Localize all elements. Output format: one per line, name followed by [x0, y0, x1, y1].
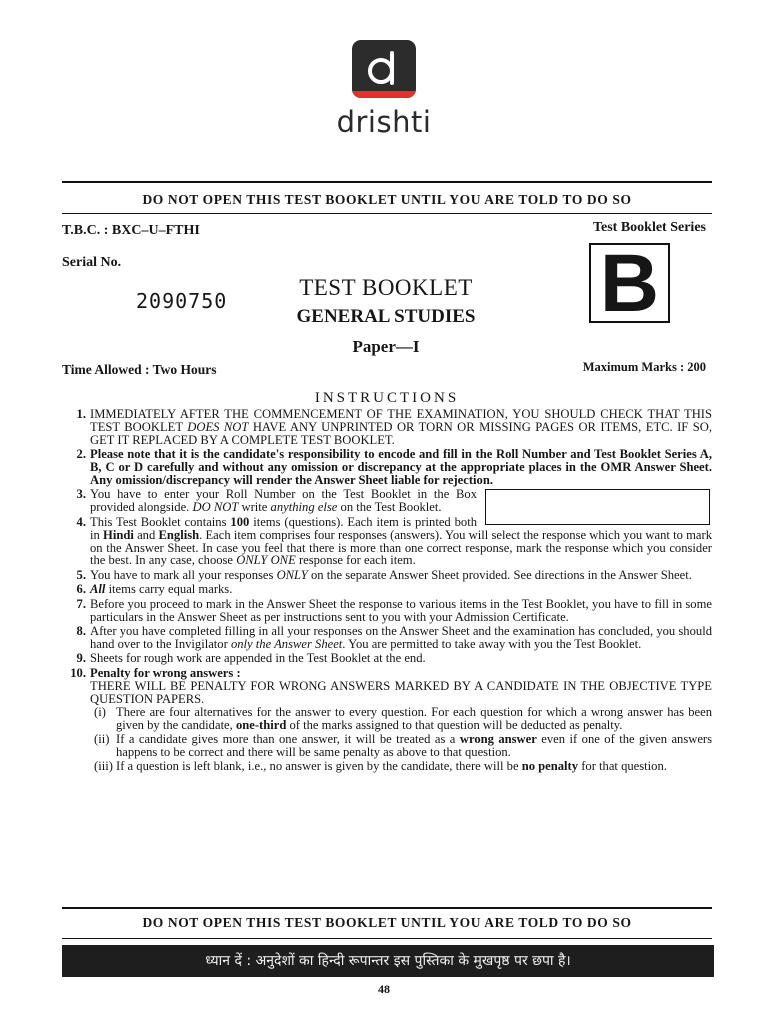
instruction-item-8: 8. After you have completed filling in all your responses on the Answer Sheet and the examination has concluded, you should hand over to the Invigilator only the Answer Sheet. You are permitted to take away with you the Test Booklet. [76, 624, 712, 651]
tbc-code: T.B.C. : BXC–U–FTHI [62, 223, 200, 238]
bottom-rule-upper [62, 907, 712, 909]
instruction-item-5: 5. You have to mark all your responses ONLY on the separate Answer Sheet provided. See directions in the Answer Sheet. [76, 567, 692, 582]
instruction-item-6: 6. All items carry equal marks. [76, 582, 233, 597]
top-rule-lower [62, 213, 712, 214]
penalty-statement: THERE WILL BE PENALTY FOR WRONG ANSWERS MARKED BY A CANDIDATE IN THE OBJECTIVE TYPE QUESTION PAPERS. [90, 678, 712, 706]
instructions-heading: INSTRUCTIONS [314, 390, 460, 406]
series-letter-box [589, 238, 670, 329]
logo-wordmark: drishti [336, 105, 432, 139]
serial-number: 2090750 [136, 289, 228, 313]
penalty-rule-iii: (iii) If a question is left blank, i.e., no answer is given by the candidate, there will be no penalty for that question. [94, 759, 667, 774]
booklet-subject: GENERAL STUDIES [296, 306, 476, 327]
penalty-rule-ii: (ii) If a candidate gives more than one answer, it will be treated as a wrong answer even if one of the given answers happens to be correct and there will be same penalty as above to that question. [94, 732, 713, 760]
maximum-marks: Maximum Marks : 200 [582, 360, 706, 374]
instruction-item-3: 3. You have to enter your Roll Number on the Test Booklet in the Box provided alongside. DO NOT write anything else on the Test Booklet. [62, 488, 712, 514]
instruction-item-10: 10. Penalty for wrong answers : THERE WILL BE PENALTY FOR WRONG ANSWERS MARKED BY A CANDIDATE IN THE OBJECTIVE TYPE QUESTION PAPERS. (i) There are four alternatives for the answer to every question. For each question for which a wrong answer has been given by the candidate, one-third of the marks assigned to that question will be deducted as penalty. (ii) If a candidate gives more than one answer, it will be treated as a wrong answer even if one of the given answers happens to be correct and there will be same penalty as above to that question. (iii) If a question is left blank, i.e., no answer is given by the candidate, there will be no penalty for that question. [70, 665, 713, 774]
hindi-note-bar: ध्यान दें : अनुदेशों का हिन्दी रूपान्तर इस पुस्तिका के मुखपृष्ठ पर छपा है। [62, 945, 714, 977]
instruction-item-1: 1. IMMEDIATELY AFTER THE COMMENCEMENT OF THE EXAMINATION, YOU SHOULD CHECK THAT THIS TEST BOOKLET DOES NOT HAVE ANY UNPRINTED OR TORN OR MISSING PAGES OR ITEMS, ETC. IF SO, GET IT REPLACED BY A COMPLETE TEST BOOKLET. [76, 407, 712, 447]
page-number: 48 [378, 982, 390, 996]
booklet-title: TEST BOOKLET [299, 275, 473, 300]
time-allowed: Time Allowed : Two Hours [62, 362, 217, 377]
top-warning-banner: DO NOT OPEN THIS TEST BOOKLET UNTIL YOU ARE TOLD TO DO SO [142, 192, 632, 207]
instruction-item-2: 2. Please note that it is the candidate's responsibility to encode and fill in the Roll Number and Test Booklet Series A, B, C or D carefully and without any omission or discrepancy at the appropriate places in the OMR Answer Sheet. Any omission/discrepancy will render the Answer Sheet liable for rejection. [76, 447, 712, 488]
bottom-warning-banner: DO NOT OPEN THIS TEST BOOKLET UNTIL YOU ARE TOLD TO DO SO [142, 915, 632, 930]
instruction-item-7: 7. Before you proceed to mark in the Answer Sheet the response to various items in the Test Booklet, you have to fill in some particulars in the Answer Sheet as per instructions sent to you with your Admission Certificate. [76, 596, 712, 624]
serial-number-label: Serial No. [62, 255, 122, 270]
instruction-item-4: 4. This Test Booklet contains 100 items (questions). Each item is printed both in Hindi and English. Each item comprises four responses (answers). You will select the response which you want to mark on the Answer Sheet. In case you feel that there is more than one correct response, mark the response which you consider the best. In any case, choose ONLY ONE response for each item. [76, 514, 713, 568]
instructions-list [62, 408, 712, 774]
drishti-logo [0, 40, 768, 139]
test-booklet-series-label: Test Booklet Series [592, 220, 706, 235]
drishti-d-logo-icon [352, 40, 416, 98]
series-letter: B [599, 238, 660, 329]
instruction-item-9: 9. Sheets for rough work are appended in the Test Booklet at the end. [76, 651, 426, 666]
paper-number: Paper—I [352, 337, 420, 356]
logo-accent-bar [352, 91, 416, 98]
bottom-rule-lower [62, 938, 712, 939]
penalty-rule-i: (i) There are four alternatives for the answer to every question. For each question for which a wrong answer has been given by the candidate, one-third of the marks assigned to that question will be deducted as penalty. [94, 705, 712, 733]
penalty-title: Penalty for wrong answers : [90, 665, 241, 680]
top-rule-upper [62, 181, 712, 183]
